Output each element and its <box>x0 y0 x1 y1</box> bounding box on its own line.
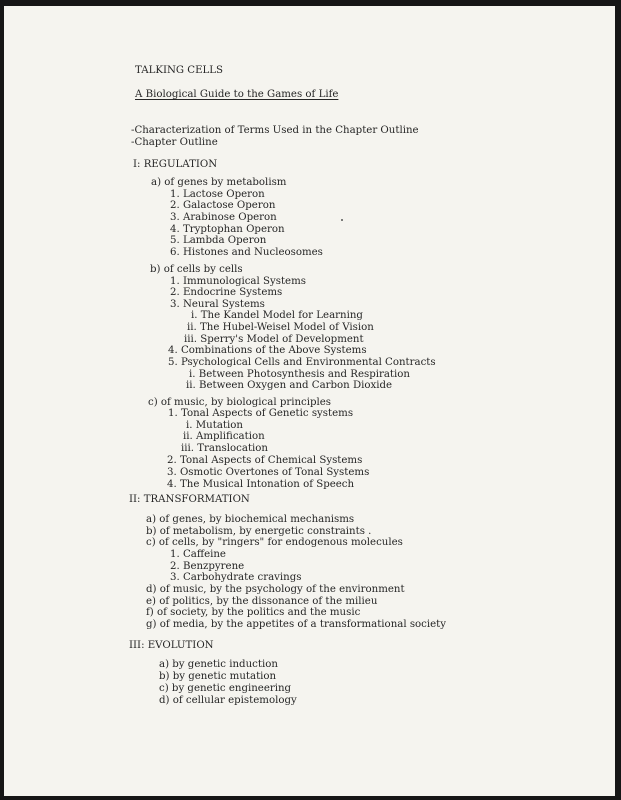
outline-subitem: ii. Between Oxygen and Carbon Dioxide <box>186 380 393 391</box>
document-subtitle: A Biological Guide to the Games of Life <box>135 89 339 100</box>
outline-subitem: i. The Kandel Model for Learning <box>191 310 363 321</box>
outline-item: 1. Immunological Systems <box>170 276 306 287</box>
outline-subitem: i. Mutation <box>186 420 243 431</box>
intro-line: -Chapter Outline <box>131 137 218 148</box>
outline-subitem: ii. Amplification <box>183 431 265 442</box>
outline-subitem: i. Between Photosynthesis and Respiration <box>189 369 410 380</box>
outline-item: 1. Caffeine <box>170 549 226 560</box>
outline-item: c) of music, by biological principles <box>148 397 332 408</box>
outline-item: 5. Lambda Operon <box>170 235 267 246</box>
outline-item: d) of music, by the psychology of the environment <box>146 584 405 595</box>
outline-item: 1. Tonal Aspects of Genetic systems <box>168 408 354 419</box>
outline-item: 3. Neural Systems <box>170 299 265 310</box>
outline-item: 1. Lactose Operon <box>170 189 265 200</box>
outline-item: b) of metabolism, by energetic constraints . <box>146 526 372 537</box>
outline-item: 4. Combinations of the Above Systems <box>168 345 367 356</box>
outline-item: c) by genetic engineering <box>159 683 292 694</box>
outline-item: a) of genes by metabolism <box>151 177 287 188</box>
outline-item: b) of cells by cells <box>150 264 243 275</box>
outline-item: d) of cellular epistemology <box>159 695 297 706</box>
outline-item: 2. Benzpyrene <box>170 561 245 572</box>
section-heading-evolution: III: EVOLUTION <box>129 640 214 651</box>
page-speck <box>341 219 343 221</box>
section-heading-transformation: II: TRANSFORMATION <box>129 494 250 505</box>
outline-subitem: ii. The Hubel-Weisel Model of Vision <box>187 322 374 333</box>
outline-item: 3. Arabinose Operon <box>170 212 277 223</box>
intro-line: -Characterization of Terms Used in the Chapter Outline <box>131 125 419 136</box>
outline-item: 3. Carbohydrate cravings <box>170 572 302 583</box>
outline-item: c) of cells, by "ringers" for endogenous molecules <box>146 537 403 548</box>
outline-item: 4. The Musical Intonation of Speech <box>167 479 355 490</box>
outline-item: a) by genetic induction <box>159 659 278 670</box>
outline-item: 6. Histones and Nucleosomes <box>170 247 323 258</box>
section-heading-regulation: I: REGULATION <box>133 159 218 170</box>
document-title: TALKING CELLS <box>135 65 224 76</box>
outline-item: 4. Tryptophan Operon <box>170 224 285 235</box>
outline-item: e) of politics, by the dissonance of the milieu <box>146 596 378 607</box>
outline-item: 2. Galactose Operon <box>170 200 276 211</box>
outline-item: 5. Psychological Cells and Environmental Contracts <box>168 357 436 368</box>
outline-subitem: iii. Sperry's Model of Development <box>184 334 364 345</box>
outline-item: b) by genetic mutation <box>159 671 277 682</box>
outline-item: 2. Tonal Aspects of Chemical Systems <box>167 455 363 466</box>
outline-item: 3. Osmotic Overtones of Tonal Systems <box>167 467 370 478</box>
outline-item: a) of genes, by biochemical mechanisms <box>146 514 355 525</box>
outline-item: 2. Endocrine Systems <box>170 287 283 298</box>
outline-item: g) of media, by the appetites of a transformational society <box>146 619 447 630</box>
outline-subitem: iii. Translocation <box>181 443 268 454</box>
outline-item: f) of society, by the politics and the music <box>146 607 361 618</box>
